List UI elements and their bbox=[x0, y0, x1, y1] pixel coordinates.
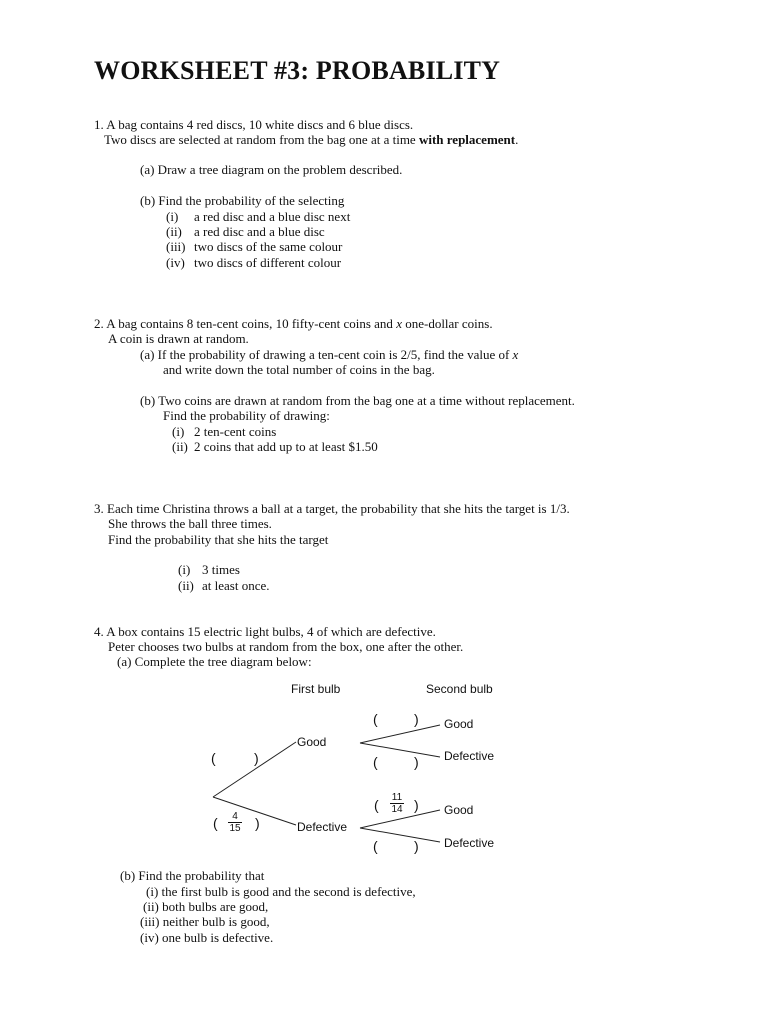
q2-line1-text: 2. A bag contains 8 ten-cent coins, 10 fifty-cent coins and bbox=[94, 316, 397, 331]
blank-open-paren: ( bbox=[373, 838, 378, 854]
tree-label-second-defective: Defective bbox=[444, 749, 495, 763]
q1-part-b: (b) Find the probability of the selecting bbox=[140, 193, 345, 208]
fraction-denominator: 15 bbox=[229, 823, 241, 834]
fraction-11-14 bbox=[389, 792, 405, 815]
fraction-numerator: 4 bbox=[232, 811, 238, 822]
frac-close-paren: ) bbox=[414, 797, 419, 813]
q1-b-item-num: (i) bbox=[166, 209, 179, 224]
tree-label-first-defective: Defective bbox=[297, 820, 348, 834]
tree-label-second-defective: Defective bbox=[444, 836, 495, 850]
q2-variable-x: x bbox=[512, 347, 519, 362]
q2-line2: A coin is drawn at random. bbox=[108, 331, 249, 346]
q2-b-item-num: (i) bbox=[172, 424, 185, 439]
q2-line1-end: one-dollar coins. bbox=[401, 316, 493, 331]
q2-part-a-text: (a) If the probability of drawing a ten-cent coin is 2/5, find the value of bbox=[140, 347, 513, 362]
branch-defective-defective bbox=[360, 828, 440, 842]
q1-b-item-text: two discs of the same colour bbox=[194, 239, 343, 254]
q1-b-item-num: (ii) bbox=[166, 224, 182, 239]
blank-close-paren: ) bbox=[414, 711, 419, 727]
blank-close-paren: ) bbox=[414, 838, 419, 854]
q3-item-num: (ii) bbox=[178, 578, 194, 593]
q2-part-b-line2: Find the probability of drawing: bbox=[163, 408, 330, 423]
tree-label-second-good: Good bbox=[444, 803, 474, 817]
q3-line1: 3. Each time Christina throws a ball at a target, the probability that she hits the target is 1/3. bbox=[94, 501, 570, 516]
blank-open-paren: ( bbox=[211, 750, 216, 766]
fraction-4-15 bbox=[227, 811, 243, 834]
q4-part-a: (a) Complete the tree diagram below: bbox=[117, 654, 312, 669]
page-title: WORKSHEET #3: PROBABILITY bbox=[94, 56, 501, 85]
q3-item-text: at least once. bbox=[202, 578, 270, 593]
q1-b-item-num: (iv) bbox=[166, 255, 185, 270]
q3-item-num: (i) bbox=[178, 562, 191, 577]
tree-header-second-bulb: Second bulb bbox=[426, 682, 493, 696]
branch-good-good bbox=[360, 725, 440, 743]
blank-close-paren: ) bbox=[254, 750, 259, 766]
q4-line1: 4. A box contains 15 electric light bulbs, 4 of which are defective. bbox=[94, 624, 436, 639]
blank-close-paren: ) bbox=[414, 754, 419, 770]
q1-b-item-num: (iii) bbox=[166, 239, 186, 254]
q2-b-item-num: (ii) bbox=[172, 439, 188, 454]
fraction-numerator: 11 bbox=[391, 792, 403, 803]
q3-line3: Find the probability that she hits the target bbox=[108, 532, 329, 547]
q1-line2-end: . bbox=[515, 132, 519, 147]
q1-b-item-text: two discs of different colour bbox=[194, 255, 342, 270]
q1-b-item-text: a red disc and a blue disc bbox=[194, 224, 325, 239]
q3-item-text: 3 times bbox=[202, 562, 240, 577]
q1-line1: 1. A bag contains 4 red discs, 10 white discs and 6 blue discs. bbox=[94, 117, 414, 132]
q2-b-item-text: 2 coins that add up to at least $1.50 bbox=[194, 439, 378, 454]
q4-b-item: (ii) both bulbs are good, bbox=[143, 899, 269, 914]
blank-open-paren: ( bbox=[373, 754, 378, 770]
q1-part-a: (a) Draw a tree diagram on the problem described. bbox=[140, 162, 403, 177]
tree-label-first-good: Good bbox=[297, 735, 327, 749]
q4-part-b: (b) Find the probability that bbox=[120, 868, 265, 883]
q1-line2-emphasis: with replacement bbox=[418, 132, 516, 147]
tree-label-second-good: Good bbox=[444, 717, 474, 731]
tree-header-first-bulb: First bulb bbox=[291, 682, 341, 696]
q3-line2: She throws the ball three times. bbox=[108, 516, 272, 531]
q2-variable-x: x bbox=[396, 316, 402, 331]
q4-line2: Peter chooses two bulbs at random from the box, one after the other. bbox=[108, 639, 464, 654]
q2-part-a-line2: and write down the total number of coins in the bag. bbox=[163, 362, 435, 377]
q1-line2-text: Two discs are selected at random from the bag one at a time bbox=[104, 132, 419, 147]
q4-b-item: (iii) neither bulb is good, bbox=[140, 914, 270, 929]
blank-open-paren: ( bbox=[373, 711, 378, 727]
frac-close-paren: ) bbox=[255, 815, 260, 831]
q2-part-b: (b) Two coins are drawn at random from the bag one at a time without replacement. bbox=[140, 393, 575, 408]
branch-good-defective bbox=[360, 743, 440, 757]
q4-b-item: (iv) one bulb is defective. bbox=[140, 930, 274, 945]
frac-open-paren: ( bbox=[213, 815, 218, 831]
q1-b-item-text: a red disc and a blue disc next bbox=[194, 209, 351, 224]
fraction-denominator: 14 bbox=[391, 804, 403, 815]
q2-b-item-text: 2 ten-cent coins bbox=[194, 424, 277, 439]
q4-b-item: (i) the first bulb is good and the second is defective, bbox=[146, 884, 416, 899]
frac-open-paren: ( bbox=[374, 797, 379, 813]
